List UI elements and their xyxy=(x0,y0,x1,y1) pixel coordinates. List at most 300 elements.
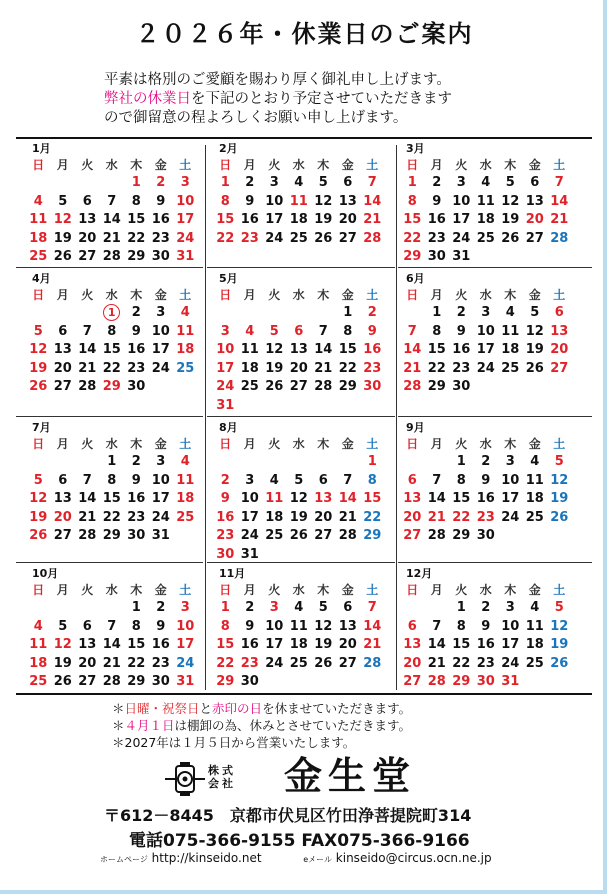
day-cell: 26 xyxy=(550,509,569,525)
weekday-label: 水 xyxy=(105,158,118,172)
day-cell: 12 xyxy=(314,193,333,209)
weekday-label: 日 xyxy=(406,437,419,451)
day-cell: 14 xyxy=(338,491,357,506)
day-cell: 20 xyxy=(525,212,544,227)
day-cell: 15 xyxy=(127,212,146,227)
weekday-label: 火 xyxy=(81,437,94,451)
day-cell: 8 xyxy=(343,323,353,339)
weekday-header xyxy=(400,156,586,174)
week-row xyxy=(26,174,212,193)
day-cell: 29 xyxy=(403,249,422,264)
weekday-label: 金 xyxy=(341,583,354,597)
day-cell: 24 xyxy=(151,360,170,376)
empty-cell xyxy=(311,304,336,323)
day-cell: 4 xyxy=(245,323,255,339)
day-cell: 29 xyxy=(452,528,471,543)
day-cell: 29 xyxy=(102,528,121,543)
weekday-label: 火 xyxy=(268,158,281,172)
day-cell: 1 xyxy=(220,175,230,190)
week-row xyxy=(400,453,586,472)
weekday-header xyxy=(213,156,399,174)
homepage-link[interactable]: http://kinseido.net xyxy=(151,851,262,865)
day-cell: 28 xyxy=(102,674,121,689)
empty-cell xyxy=(400,599,425,618)
day-cell: 9 xyxy=(481,472,491,488)
day-cell: 10 xyxy=(501,618,520,634)
day-cell: 25 xyxy=(176,360,195,376)
week-row xyxy=(400,193,586,212)
day-cell: 17 xyxy=(151,342,170,357)
month-label: 11月 xyxy=(219,567,246,580)
note-2 xyxy=(112,717,411,734)
day-cell: 27 xyxy=(525,230,544,246)
email-link[interactable]: kinseido@circus.ocn.ne.jp xyxy=(335,851,492,865)
empty-cell xyxy=(51,453,76,472)
week-row xyxy=(26,193,212,212)
week-row xyxy=(213,673,399,692)
empty-cell xyxy=(238,304,263,323)
week-row xyxy=(213,341,399,360)
note-1-and: と xyxy=(199,701,213,716)
weekday-label: 水 xyxy=(292,158,305,172)
note-3: ＊2027年は１月５日から営業いたします。 xyxy=(112,735,356,750)
day-cell: 26 xyxy=(314,655,333,671)
weekday-label: 月 xyxy=(56,158,69,172)
day-cell: 8 xyxy=(432,323,442,339)
weekday-label: 日 xyxy=(219,158,232,172)
day-cell: 23 xyxy=(127,509,146,525)
week-row xyxy=(400,655,586,674)
day-cell: 6 xyxy=(82,193,92,209)
weekday-label: 木 xyxy=(504,158,517,172)
note-bullet: ＊ xyxy=(112,718,125,733)
day-cell: 15 xyxy=(363,491,382,506)
weekday-label: 日 xyxy=(406,288,419,302)
day-cell: 9 xyxy=(481,618,491,634)
empty-cell xyxy=(336,453,361,472)
day-cell: 24 xyxy=(501,655,520,671)
month-label: 1月 xyxy=(32,142,51,155)
day-cell: 19 xyxy=(501,212,520,227)
day-cell: 3 xyxy=(481,305,491,320)
weekday-label: 月 xyxy=(430,583,443,597)
week-row xyxy=(26,599,212,618)
day-cell: 4 xyxy=(294,600,304,615)
day-cell: 23 xyxy=(476,509,495,525)
week-row xyxy=(213,546,399,565)
empty-cell xyxy=(547,248,572,267)
week-row xyxy=(213,509,399,528)
week-row xyxy=(400,509,586,528)
day-cell: 17 xyxy=(501,491,520,506)
day-cell: 20 xyxy=(338,212,357,227)
weekday-label: 金 xyxy=(154,158,167,172)
notes xyxy=(112,700,411,751)
weekday-label: 土 xyxy=(366,288,379,302)
day-cell: 15 xyxy=(216,637,235,652)
holiday-highlight: 弊社の休業日 xyxy=(104,91,191,107)
week-row xyxy=(26,618,212,637)
day-cell: 6 xyxy=(343,600,353,615)
week-row xyxy=(400,636,586,655)
day-cell: 28 xyxy=(314,379,333,394)
week-row xyxy=(400,618,586,637)
empty-cell xyxy=(287,397,312,416)
day-cell: 7 xyxy=(367,175,377,190)
day-cell: 28 xyxy=(403,379,422,394)
empty-cell xyxy=(523,673,548,692)
day-cell: 9 xyxy=(156,193,166,209)
week-row xyxy=(26,509,212,528)
weekday-label: 火 xyxy=(455,158,468,172)
day-cell: 8 xyxy=(131,193,141,209)
day-cell: 15 xyxy=(102,342,121,357)
day-cell: 18 xyxy=(29,655,48,671)
day-cell: 11 xyxy=(240,342,259,357)
day-cell: 15 xyxy=(452,491,471,506)
email-label: eメール xyxy=(303,855,332,864)
week-row xyxy=(400,341,586,360)
weekday-label: 土 xyxy=(366,158,379,172)
day-cell: 5 xyxy=(505,175,515,190)
week-row xyxy=(400,230,586,249)
empty-cell xyxy=(336,546,361,565)
day-cell: 20 xyxy=(289,360,308,376)
day-cell: 22 xyxy=(427,360,446,376)
day-cell: 14 xyxy=(102,637,121,652)
day-cell: 5 xyxy=(530,305,540,320)
week-row xyxy=(213,174,399,193)
weekday-header xyxy=(26,286,212,304)
day-cell: 1 xyxy=(107,454,117,469)
empty-cell xyxy=(311,397,336,416)
day-cell: 12 xyxy=(265,342,284,357)
day-cell: 18 xyxy=(289,212,308,227)
day-cell: 13 xyxy=(78,637,97,652)
week-row xyxy=(400,248,586,267)
month-label: 4月 xyxy=(32,272,51,285)
day-cell: 21 xyxy=(78,360,97,376)
weekday-label: 月 xyxy=(56,583,69,597)
note-2-rest: は棚卸の為、休みとさせていただきます。 xyxy=(174,718,412,733)
day-cell: 20 xyxy=(403,655,422,671)
weekday-label: 火 xyxy=(81,158,94,172)
weekday-header xyxy=(400,286,586,304)
company-address: 〒612－8445 京都市伏見区竹田浄菩提院町314 xyxy=(104,806,472,825)
day-cell: 16 xyxy=(363,342,382,357)
day-cell: 12 xyxy=(550,618,569,634)
weekday-label: 土 xyxy=(553,437,566,451)
day-cell: 13 xyxy=(338,193,357,209)
weekday-header xyxy=(213,435,399,453)
day-cell: 20 xyxy=(53,509,72,525)
day-cell: 6 xyxy=(407,618,417,634)
weekday-label: 水 xyxy=(105,583,118,597)
empty-cell xyxy=(262,304,287,323)
day-cell: 29 xyxy=(338,379,357,394)
day-cell: 9 xyxy=(131,472,141,488)
day-cell: 13 xyxy=(53,491,72,506)
day-cell: 17 xyxy=(265,212,284,227)
month-4 xyxy=(26,271,212,397)
day-cell: 8 xyxy=(220,618,230,634)
day-cell: 6 xyxy=(343,175,353,190)
month-11 xyxy=(213,566,399,692)
day-cell: 8 xyxy=(107,323,117,339)
day-cell: 12 xyxy=(525,323,544,339)
week-row xyxy=(26,323,212,342)
day-cell: 21 xyxy=(403,360,422,376)
empty-cell xyxy=(311,453,336,472)
page-title: ２０２６年・休業日のご案内 xyxy=(135,20,474,48)
day-cell: 25 xyxy=(176,509,195,525)
empty-cell xyxy=(400,304,425,323)
day-cell: 14 xyxy=(314,342,333,357)
weekday-label: 日 xyxy=(32,583,45,597)
day-cell: 5 xyxy=(554,454,564,469)
month-9 xyxy=(400,420,586,546)
weekday-label: 月 xyxy=(243,583,256,597)
week-row xyxy=(213,599,399,618)
day-cell: 14 xyxy=(78,491,97,506)
empty-cell xyxy=(262,546,287,565)
day-cell: 7 xyxy=(82,472,92,488)
day-cell: 23 xyxy=(216,528,235,543)
company-name: 金生堂 xyxy=(284,753,417,798)
empty-cell xyxy=(75,599,100,618)
month-10 xyxy=(26,566,212,692)
day-cell: 14 xyxy=(363,618,382,634)
weekday-label: 木 xyxy=(317,583,330,597)
day-cell: 5 xyxy=(294,472,304,488)
day-cell: 25 xyxy=(289,655,308,671)
day-cell: 3 xyxy=(180,175,190,190)
week-row xyxy=(26,304,212,323)
day-cell: 26 xyxy=(525,360,544,376)
day-cell: 27 xyxy=(338,230,357,246)
day-cell: 12 xyxy=(550,472,569,488)
day-cell: 3 xyxy=(156,305,166,320)
day-cell: 25 xyxy=(265,528,284,543)
day-cell: 18 xyxy=(501,342,520,357)
day-cell: 28 xyxy=(338,528,357,543)
week-row xyxy=(213,304,399,323)
day-cell: 9 xyxy=(220,491,230,506)
weekday-header xyxy=(400,435,586,453)
day-cell: 13 xyxy=(289,342,308,357)
day-cell: 20 xyxy=(53,360,72,376)
day-cell: 16 xyxy=(151,212,170,227)
weekday-label: 木 xyxy=(504,288,517,302)
weekday-label: 金 xyxy=(154,437,167,451)
weekday-label: 日 xyxy=(406,158,419,172)
day-cell: 25 xyxy=(240,379,259,394)
week-row xyxy=(213,193,399,212)
day-cell: 13 xyxy=(78,212,97,227)
weekday-label: 月 xyxy=(430,158,443,172)
day-cell: 16 xyxy=(476,491,495,506)
day-cell: 4 xyxy=(505,305,515,320)
weekday-label: 火 xyxy=(81,583,94,597)
empty-cell xyxy=(400,453,425,472)
intro-line-2-rest: を下記のとおり予定させていただきます xyxy=(191,91,452,107)
day-cell: 11 xyxy=(525,472,544,488)
empty-cell xyxy=(26,304,51,323)
empty-cell xyxy=(213,453,238,472)
day-cell: 22 xyxy=(452,655,471,671)
day-cell: 30 xyxy=(216,546,235,562)
week-row xyxy=(26,453,212,472)
empty-cell xyxy=(523,378,548,397)
day-cell: 21 xyxy=(427,509,446,525)
day-cell: 24 xyxy=(476,360,495,376)
day-cell: 4 xyxy=(294,175,304,190)
weekday-label: 土 xyxy=(553,583,566,597)
day-cell: 23 xyxy=(127,360,146,376)
day-cell: 12 xyxy=(53,637,72,652)
day-cell: 29 xyxy=(127,249,146,264)
day-cell: 11 xyxy=(29,212,48,227)
day-cell: 19 xyxy=(29,509,48,525)
empty-cell xyxy=(425,599,450,618)
empty-cell xyxy=(287,673,312,692)
day-cell: 17 xyxy=(176,637,195,652)
day-cell: 15 xyxy=(427,342,446,357)
weekday-label: 月 xyxy=(430,288,443,302)
weekday-label: 月 xyxy=(56,288,69,302)
day-cell: 11 xyxy=(29,637,48,652)
day-cell: 23 xyxy=(151,230,170,246)
weekday-header xyxy=(26,435,212,453)
day-cell: 1 xyxy=(131,600,141,615)
day-cell: 6 xyxy=(58,472,68,488)
empty-cell xyxy=(100,599,125,618)
day-cell: 5 xyxy=(33,472,43,488)
weekday-label: 火 xyxy=(455,583,468,597)
day-cell: 22 xyxy=(127,655,146,671)
day-cell: 10 xyxy=(476,323,495,339)
day-cell: 2 xyxy=(456,305,466,320)
day-cell: 8 xyxy=(107,472,117,488)
weekday-label: 金 xyxy=(154,583,167,597)
day-cell: 11 xyxy=(476,193,495,209)
day-cell: 2 xyxy=(131,454,141,469)
month-5 xyxy=(213,271,399,415)
month-divider xyxy=(398,267,592,268)
day-cell: 3 xyxy=(245,472,255,488)
month-label: 2月 xyxy=(219,142,238,155)
empty-cell xyxy=(425,453,450,472)
day-cell: 8 xyxy=(407,193,417,209)
weekday-label: 土 xyxy=(553,158,566,172)
day-cell: 11 xyxy=(501,323,520,339)
day-cell: 19 xyxy=(265,360,284,376)
day-cell: 19 xyxy=(314,637,333,652)
day-cell: 12 xyxy=(29,342,48,357)
day-cell: 5 xyxy=(33,323,43,339)
empty-cell xyxy=(547,673,572,692)
day-cell: 15 xyxy=(452,637,471,652)
homepage-label: ホームページ xyxy=(100,855,148,864)
day-cell: 16 xyxy=(427,212,446,227)
month-1 xyxy=(26,141,212,267)
bottom-divider xyxy=(16,693,592,695)
week-row xyxy=(26,360,212,379)
day-cell: 5 xyxy=(58,618,68,634)
day-cell: 20 xyxy=(403,509,422,525)
day-cell: 18 xyxy=(476,212,495,227)
day-cell: 4 xyxy=(481,175,491,190)
weekday-label: 金 xyxy=(528,583,541,597)
day-cell: 2 xyxy=(432,175,442,190)
day-cell: 27 xyxy=(78,249,97,264)
week-row xyxy=(400,599,586,618)
empty-cell xyxy=(100,174,125,193)
day-cell: 11 xyxy=(289,618,308,634)
empty-cell xyxy=(149,378,174,397)
day-cell: 12 xyxy=(501,193,520,209)
day-cell: 19 xyxy=(550,637,569,652)
day-cell: 21 xyxy=(78,509,97,525)
day-cell: 31 xyxy=(176,249,195,264)
day-cell: 13 xyxy=(525,193,544,209)
week-row xyxy=(400,378,586,397)
day-cell: 22 xyxy=(452,509,471,525)
family-crest-icon xyxy=(165,760,205,798)
day-cell: 31 xyxy=(240,546,259,562)
weekday-label: 水 xyxy=(105,437,118,451)
weekday-label: 日 xyxy=(219,288,232,302)
weekday-label: 日 xyxy=(32,158,45,172)
corp-type xyxy=(208,764,236,790)
day-cell: 17 xyxy=(216,360,235,376)
month-divider xyxy=(398,416,592,417)
day-cell: 14 xyxy=(102,212,121,227)
empty-cell xyxy=(213,304,238,323)
day-cell: 28 xyxy=(550,230,569,246)
day-cell: 4 xyxy=(180,305,190,320)
day-cell: 5 xyxy=(318,600,328,615)
day-cell: 1 xyxy=(220,600,230,615)
empty-cell xyxy=(173,527,198,546)
day-cell: 2 xyxy=(131,305,141,320)
day-cell: 6 xyxy=(82,618,92,634)
day-cell: 24 xyxy=(216,379,235,394)
weekday-label: 金 xyxy=(528,158,541,172)
day-cell: 25 xyxy=(29,674,48,689)
day-cell: 6 xyxy=(318,472,328,488)
weekday-label: 木 xyxy=(130,437,143,451)
weekday-label: 火 xyxy=(268,583,281,597)
empty-cell xyxy=(238,453,263,472)
day-cell: 12 xyxy=(29,491,48,506)
day-cell: 29 xyxy=(102,379,121,394)
day-cell: 27 xyxy=(338,655,357,671)
month-12 xyxy=(400,566,586,692)
empty-cell xyxy=(523,527,548,546)
weekday-label: 木 xyxy=(317,158,330,172)
day-cell: 27 xyxy=(314,528,333,543)
weekday-label: 水 xyxy=(105,288,118,302)
weekday-label: 木 xyxy=(130,288,143,302)
day-cell: 4 xyxy=(33,618,43,634)
empty-cell xyxy=(360,673,385,692)
day-cell: 5 xyxy=(554,600,564,615)
week-row xyxy=(26,230,212,249)
day-cell: 30 xyxy=(127,528,146,543)
day-cell: 21 xyxy=(102,230,121,246)
weekday-label: 火 xyxy=(455,288,468,302)
